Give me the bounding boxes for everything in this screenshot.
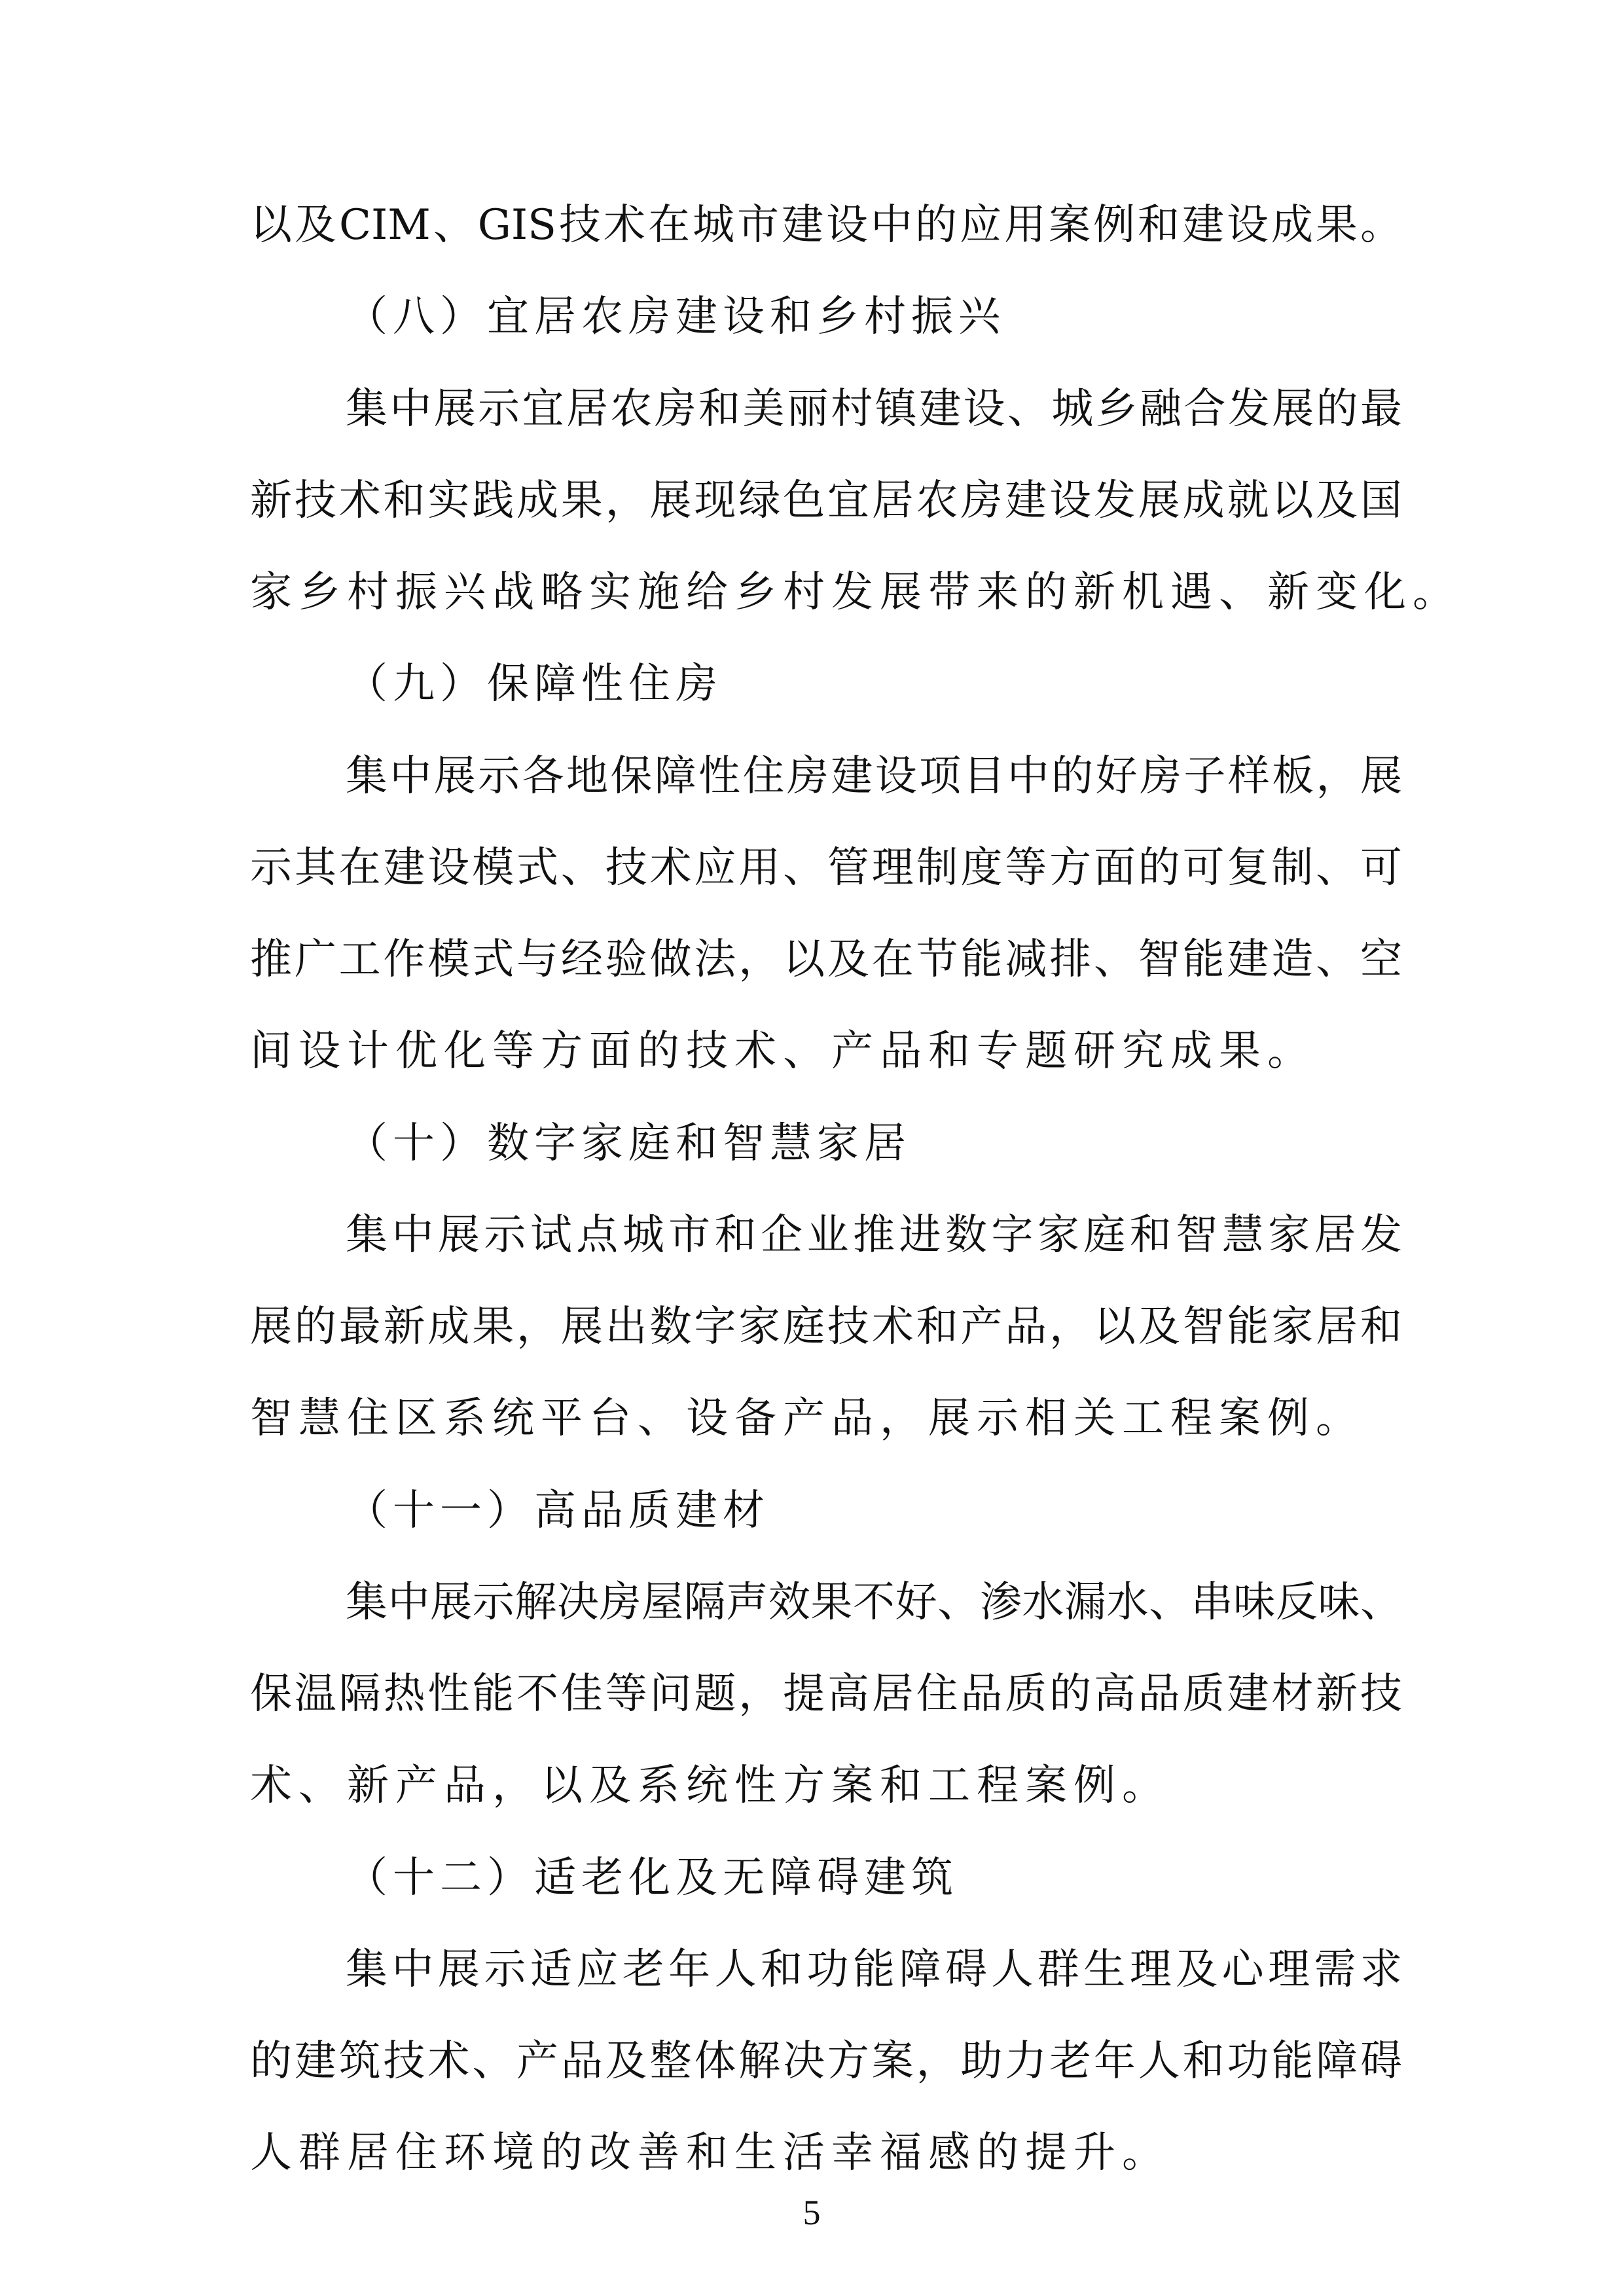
paragraph-line: 以及CIM、GIS技术在城市建设中的应用案例和建设成果。 (250, 201, 1402, 249)
paragraph-line: 新技术和实践成果，展现绿色宜居农房建设发展成就以及国 (250, 477, 1402, 525)
paragraph-line: 人群居住环境的改善和生活幸福感的提升。 (250, 2129, 1170, 2177)
paragraph-line: 智慧住区系统平台、设备产品，展示相关工程案例。 (250, 1394, 1364, 1443)
paragraph-line: 保温隔热性能不佳等问题，提高居住品质的高品质建材新技 (250, 1670, 1402, 1718)
paragraph-line: 示其在建设模式、技术应用、管理制度等方面的可复制、可 (250, 844, 1402, 892)
paragraph-line: 展的最新成果，展出数字家庭技术和产品，以及智能家居和 (250, 1303, 1402, 1351)
page-number: 5 (803, 2193, 821, 2232)
paragraph-line: 集中展示解决房屋隔声效果不好、渗水漏水、串味反味、 (346, 1578, 1402, 1627)
paragraph-line: 间设计优化等方面的技术、产品和专题研究成果。 (250, 1027, 1316, 1075)
section-heading-12: （十二）适老化及无障碍建筑 (346, 1854, 958, 1902)
section-heading-11: （十一）高品质建材 (346, 1487, 770, 1535)
section-heading-10: （十）数字家庭和智慧家居 (346, 1119, 911, 1168)
paragraph-line: 家乡村振兴战略实施给乡村发展带来的新机遇、新变化。 (250, 568, 1461, 617)
paragraph-line: 的建筑技术、产品及整体解决方案，助力老年人和功能障碍 (250, 2037, 1402, 2086)
paragraph-line: 集中展示宜居农房和美丽村镇建设、城乡融合发展的最 (346, 385, 1402, 433)
section-heading-9: （九）保障性住房 (346, 660, 723, 708)
paragraph-line: 推广工作模式与经验做法，以及在节能减排、智能建造、空 (250, 935, 1402, 984)
paragraph-line: 集中展示适应老年人和功能障碍人群生理及心理需求 (346, 1945, 1402, 1994)
paragraph-line: 集中展示各地保障性住房建设项目中的好房子样板，展 (346, 752, 1402, 801)
paragraph-line: 集中展示试点城市和企业推进数字家庭和智慧家居发 (346, 1211, 1402, 1259)
paragraph-line: 术、新产品，以及系统性方案和工程案例。 (250, 1762, 1170, 1810)
section-heading-8: （八）宜居农房建设和乡村振兴 (346, 293, 1005, 341)
